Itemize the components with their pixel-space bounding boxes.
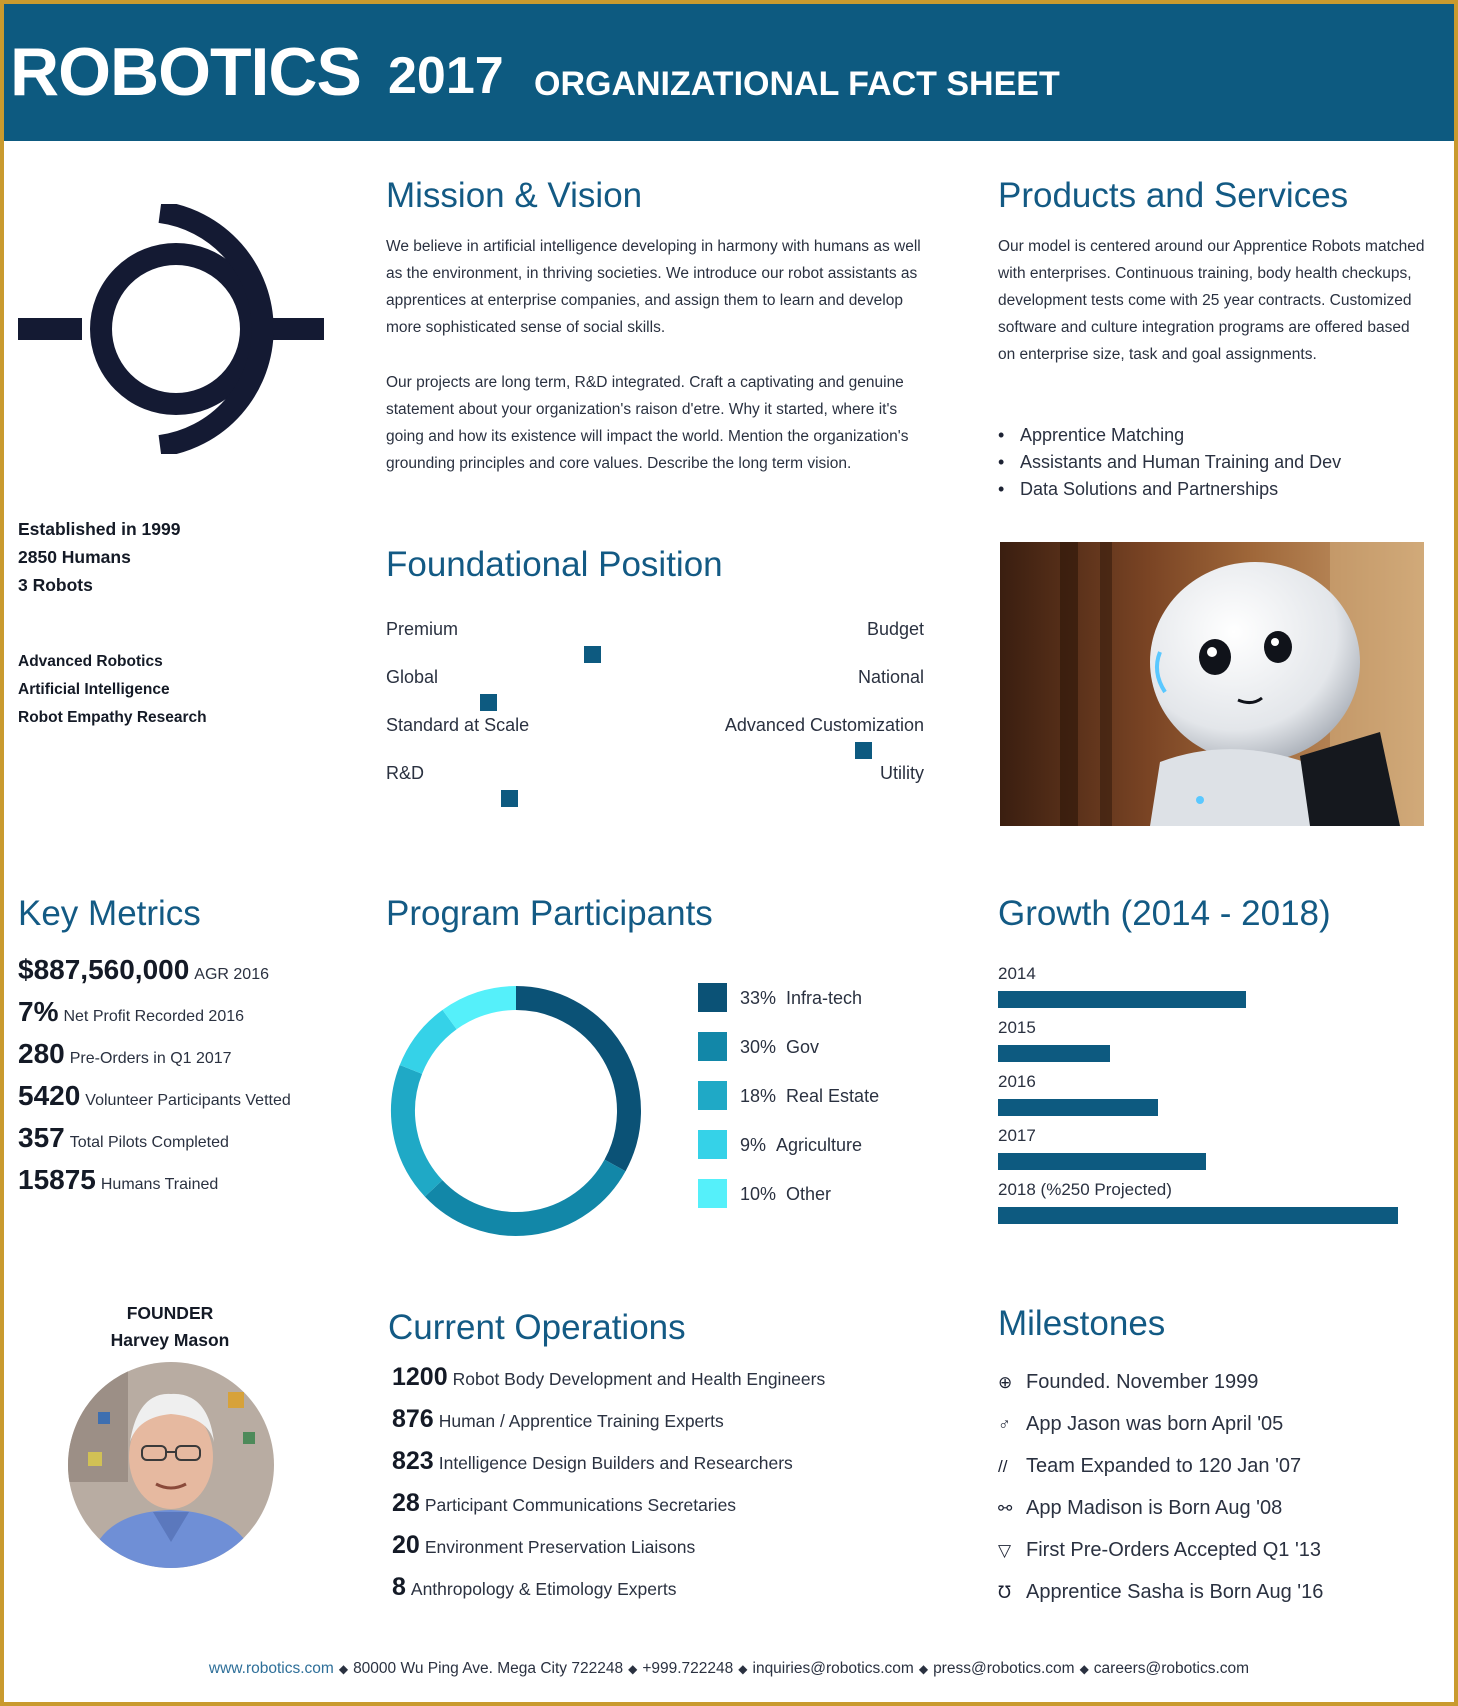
metric-label: Net Profit Recorded 2016: [63, 1008, 245, 1025]
metric-label: Volunteer Participants Vetted: [85, 1092, 291, 1109]
legend-swatch: [698, 1130, 727, 1159]
scale-marker: [480, 694, 497, 711]
operations-label: Anthropology & Etimology Experts: [410, 1579, 677, 1599]
milestones-title: Milestones: [998, 1304, 1166, 1343]
growth-bar-label: 2016: [998, 1072, 1036, 1091]
milestone-item: [998, 1578, 1323, 1607]
milestone-item: [998, 1494, 1282, 1523]
foundational-title: Foundational Position: [386, 545, 723, 584]
operations-row: [392, 1359, 825, 1399]
operations-value: 1200: [392, 1363, 448, 1391]
metric-row: [18, 952, 269, 993]
metrics-title: Key Metrics: [18, 894, 201, 933]
scale-left-label: Premium: [386, 619, 459, 639]
header-banner: [4, 4, 1454, 141]
operations-row: [392, 1569, 676, 1609]
circular-target-logo-icon: [18, 204, 326, 454]
operations-value: 28: [392, 1489, 420, 1517]
metric-row: [18, 1078, 291, 1119]
donut-slice-1: [434, 1165, 615, 1224]
founder-portrait-photo: [68, 1362, 274, 1568]
legend-percent: 9%: [740, 1135, 767, 1155]
metric-value: $887,560,000: [18, 954, 190, 985]
dot-circle-icon: ⊕: [998, 1373, 1013, 1392]
metric-row: [18, 1162, 218, 1203]
metric-value: 15875: [18, 1164, 96, 1195]
mission-paragraph-2: Our projects are long term, R&D integrated. Craft a captivating and genuine statement about your organization's raison d'etre. Why it started, where it's going and how its existence will impact the world. Mention the organization's grounding principles and core values. Describe the long term vision.: [386, 374, 909, 472]
milestone-item: [998, 1410, 1283, 1439]
website-link[interactable]: www.robotics.com: [208, 1660, 334, 1677]
list-item: • Data Solutions and Partnerships: [998, 476, 1341, 503]
growth-bar-label: 2018 (%250 Projected): [998, 1180, 1172, 1199]
milestone-label: Apprentice Sasha is Born Aug '16: [1026, 1581, 1324, 1603]
link-rings-icon: ⚯: [998, 1499, 1013, 1518]
operations-row: [392, 1527, 695, 1567]
focus-item: Artificial Intelligence: [18, 681, 170, 698]
legend-label: Real Estate: [786, 1086, 880, 1106]
address-text: 80000 Wu Ping Ave. Mega City 722248: [353, 1660, 624, 1677]
scale-right-label: National: [857, 667, 924, 687]
legend-percent: 10%: [740, 1184, 777, 1204]
metric-row: [18, 1120, 229, 1161]
metric-row: [18, 1036, 232, 1077]
mission-paragraph-1: We believe in artificial intelligence developing in harmony with humans as well as the environment, in thriving societies. We introduce our robot assistants as apprentices at enterprise companies, and assign them to learn and develop more sophisticated sense of social skills.: [386, 238, 921, 336]
title-main: ROBOTICS: [10, 34, 361, 110]
phone-text: +999.722248: [642, 1660, 734, 1677]
milestone-label: Team Expanded to 120 Jan '07: [1026, 1455, 1302, 1477]
metric-value: 280: [18, 1038, 65, 1069]
growth-bar-label: 2014: [998, 964, 1036, 983]
inquiries-email-link[interactable]: inquiries@robotics.com: [752, 1660, 914, 1677]
founder-name: Harvey Mason: [110, 1330, 230, 1350]
growth-bar: [998, 991, 1246, 1008]
operations-label: Participant Communications Secretaries: [424, 1495, 737, 1515]
male-symbol-icon: ♂: [998, 1415, 1011, 1434]
footer-contact: www.robotics.com ◆ 80000 Wu Ping Ave. Mega City 722248 ◆ +999.722248 ◆ inquiries@robotics.com ◆ press@robotics.com ◆ careers@robotics.com: [208, 1660, 1250, 1677]
title-subtitle: ORGANIZATIONAL FACT SHEET: [534, 65, 1060, 103]
metric-value: 7%: [18, 996, 59, 1027]
operations-row: [392, 1485, 736, 1525]
legend-label: Other: [786, 1184, 832, 1204]
scale-right-label: Advanced Customization: [724, 715, 924, 735]
products-paragraph: Our model is centered around our Apprentice Robots matched with enterprises. Continuous training, body health checkups, development tests come with 25 year contracts. Customized software and culture integration programs are offered based on enterprise size, task and goal assignments.: [998, 238, 1425, 363]
operations-label: Human / Apprentice Training Experts: [438, 1411, 724, 1431]
donut-slice-0: [516, 998, 629, 1165]
humanoid-robot-photo: [1000, 542, 1424, 826]
legend-swatch: [698, 1032, 727, 1061]
metric-value: 5420: [18, 1080, 81, 1111]
operations-label: Environment Preservation Liaisons: [424, 1537, 696, 1557]
press-email-link[interactable]: press@robotics.com: [933, 1660, 1075, 1677]
triangle-down-icon: ▽: [998, 1541, 1012, 1560]
operations-value: 8: [392, 1573, 406, 1601]
operations-label: Robot Body Development and Health Engineers: [452, 1369, 826, 1389]
products-title: Products and Services: [998, 176, 1349, 215]
milestone-item: [998, 1452, 1301, 1481]
scale-left-label: R&D: [386, 763, 425, 783]
growth-title: Growth (2014 - 2018): [998, 894, 1331, 933]
operations-value: 20: [392, 1531, 420, 1559]
operations-row: [392, 1401, 724, 1441]
operations-label: Intelligence Design Builders and Researchers: [438, 1453, 793, 1473]
list-item: • Apprentice Matching: [998, 422, 1341, 449]
growth-bar: [998, 1045, 1110, 1062]
milestone-item: [998, 1368, 1258, 1397]
milestone-label: First Pre-Orders Accepted Q1 '13: [1026, 1539, 1322, 1561]
participants-donut-chart: [388, 983, 644, 1239]
growth-bar-label: 2017: [998, 1126, 1036, 1145]
established-text: Established in 1999: [18, 519, 181, 539]
founder-heading: FOUNDER: [126, 1303, 214, 1323]
operations-value: 876: [392, 1405, 434, 1433]
scale-marker: [501, 790, 518, 807]
operations-value: 823: [392, 1447, 434, 1475]
participants-title: Program Participants: [386, 894, 713, 933]
scale-marker: [855, 742, 872, 759]
milestone-item: [998, 1536, 1321, 1565]
careers-email-link[interactable]: careers@robotics.com: [1093, 1660, 1250, 1677]
metric-label: AGR 2016: [194, 966, 269, 983]
legend-label: Agriculture: [776, 1135, 863, 1155]
growth-bar: [998, 1207, 1398, 1224]
humans-count: 2850 Humans: [18, 547, 131, 567]
growth-bar: [998, 1153, 1206, 1170]
robots-count: 3 Robots: [18, 575, 93, 595]
metric-label: Total Pilots Completed: [69, 1134, 229, 1151]
legend-percent: 30%: [740, 1037, 777, 1057]
legend-percent: 18%: [740, 1086, 777, 1106]
milestone-label: App Jason was born April '05: [1026, 1413, 1284, 1435]
legend-swatch: [698, 1081, 727, 1110]
growth-bar-label: 2015: [998, 1018, 1036, 1037]
scale-marker: [584, 646, 601, 663]
products-list: [998, 422, 1341, 503]
donut-slice-4: [450, 998, 516, 1020]
milestone-label: App Madison is Born Aug '08: [1026, 1497, 1283, 1519]
metric-label: Humans Trained: [100, 1176, 219, 1193]
legend-swatch: [698, 983, 727, 1012]
operations-title: Current Operations: [388, 1308, 686, 1347]
focus-item: Advanced Robotics: [18, 653, 163, 670]
scale-right-label: Budget: [866, 619, 924, 639]
horseshoe-icon: ℧: [998, 1583, 1011, 1602]
mission-title: Mission & Vision: [386, 176, 643, 215]
metric-value: 357: [18, 1122, 65, 1153]
metric-label: Pre-Orders in Q1 2017: [69, 1050, 232, 1067]
list-item: • Assistants and Human Training and Dev: [998, 449, 1341, 476]
donut-slice-2: [403, 1069, 434, 1188]
scale-right-label: Utility: [880, 763, 924, 783]
donut-slice-3: [411, 1020, 450, 1070]
double-slash-icon: //: [998, 1457, 1008, 1476]
legend-swatch: [698, 1179, 727, 1208]
operations-row: [392, 1443, 793, 1483]
legend-label: Gov: [786, 1037, 820, 1057]
legend-percent: 33%: [740, 988, 777, 1008]
milestone-label: Founded. November 1999: [1026, 1371, 1259, 1393]
focus-item: Robot Empathy Research: [18, 709, 207, 726]
legend-label: Infra-tech: [786, 988, 863, 1008]
scale-left-label: Standard at Scale: [386, 715, 530, 735]
scale-left-label: Global: [386, 667, 439, 687]
growth-bar: [998, 1099, 1158, 1116]
title-year: 2017: [388, 47, 504, 105]
metric-row: [18, 994, 244, 1035]
